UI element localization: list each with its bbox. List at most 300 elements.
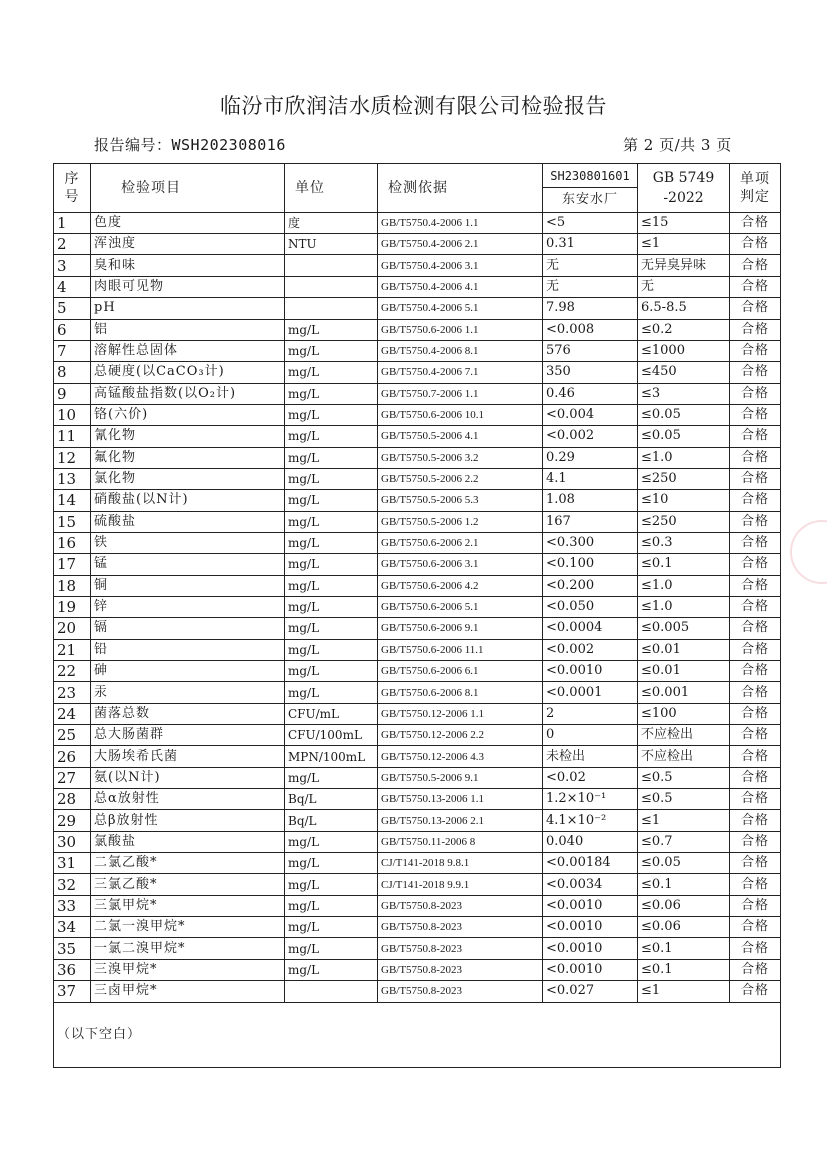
standard-limit: ≤1000	[638, 340, 730, 361]
standard-limit: 6.5-8.5	[638, 298, 730, 319]
test-item: 锰	[91, 554, 285, 575]
test-method: GB/T5750.6-2006 8.1	[378, 682, 543, 703]
test-method: GB/T5750.13-2006 1.1	[378, 789, 543, 810]
verdict: 合格	[730, 682, 781, 703]
seal-stamp-icon	[790, 520, 827, 584]
test-item: 三溴甲烷*	[91, 959, 285, 980]
report-number: 报告编号：WSH202308016	[94, 136, 286, 154]
test-item: 色度	[91, 212, 285, 233]
test-item: 锌	[91, 596, 285, 617]
result-value: <0.100	[543, 554, 638, 575]
table-row	[54, 938, 781, 959]
verdict: 合格	[730, 511, 781, 532]
standard-limit: ≤0.01	[638, 639, 730, 660]
standard-limit: ≤3	[638, 383, 730, 404]
unit: mg/L	[285, 490, 378, 511]
verdict: 合格	[730, 853, 781, 874]
standard-limit: ≤0.001	[638, 682, 730, 703]
table-row	[54, 725, 781, 746]
standard-limit: ≤1.0	[638, 596, 730, 617]
test-method: GB/T5750.6-2006 5.1	[378, 596, 543, 617]
standard-limit: ≤0.5	[638, 789, 730, 810]
result-value: 7.98	[543, 298, 638, 319]
unit: mg/L	[285, 767, 378, 788]
verdict: 合格	[730, 959, 781, 980]
table-row	[54, 490, 781, 511]
standard-limit: ≤250	[638, 511, 730, 532]
table-row	[54, 234, 781, 255]
result-value: <0.0004	[543, 618, 638, 639]
table-row	[54, 212, 781, 233]
unit: NTU	[285, 234, 378, 255]
test-method: GB/T5750.4-2006 3.1	[378, 255, 543, 276]
blank-row	[54, 1002, 781, 1068]
result-value: <0.002	[543, 639, 638, 660]
row-number: 30	[54, 831, 91, 852]
unit: CFU/100mL	[285, 725, 378, 746]
row-number: 2	[54, 234, 91, 255]
unit: CFU/mL	[285, 703, 378, 724]
row-number: 13	[54, 468, 91, 489]
row-number: 22	[54, 661, 91, 682]
test-method: CJ/T141-2018 9.9.1	[378, 874, 543, 895]
result-value: <0.050	[543, 596, 638, 617]
table-row	[54, 511, 781, 532]
standard-limit: ≤0.2	[638, 319, 730, 340]
header-method: 检测依据	[378, 164, 543, 213]
verdict: 合格	[730, 234, 781, 255]
table-row	[54, 426, 781, 447]
table-row	[54, 319, 781, 340]
table-row	[54, 575, 781, 596]
result-value: <0.0034	[543, 874, 638, 895]
test-item: 二氯一溴甲烷*	[91, 917, 285, 938]
verdict: 合格	[730, 618, 781, 639]
row-number: 36	[54, 959, 91, 980]
unit: mg/L	[285, 682, 378, 703]
table-row	[54, 895, 781, 916]
row-number: 37	[54, 981, 91, 1002]
row-number: 19	[54, 596, 91, 617]
result-value: 无	[543, 276, 638, 297]
table-row	[54, 276, 781, 297]
test-item: 总β放射性	[91, 810, 285, 831]
test-method: GB/T5750.8-2023	[378, 938, 543, 959]
verdict: 合格	[730, 767, 781, 788]
test-method: GB/T5750.4-2006 1.1	[378, 212, 543, 233]
test-item: 高锰酸盐指数(以O₂计)	[91, 383, 285, 404]
unit: mg/L	[285, 468, 378, 489]
table-row	[54, 639, 781, 660]
unit	[285, 276, 378, 297]
row-number: 15	[54, 511, 91, 532]
test-item: 氯酸盐	[91, 831, 285, 852]
unit: mg/L	[285, 661, 378, 682]
test-method: GB/T5750.8-2023	[378, 895, 543, 916]
test-method: GB/T5750.4-2006 5.1	[378, 298, 543, 319]
result-value: <0.0010	[543, 959, 638, 980]
test-method: GB/T5750.5-2006 9.1	[378, 767, 543, 788]
test-item: 三氯甲烷*	[91, 895, 285, 916]
verdict: 合格	[730, 639, 781, 660]
verdict: 合格	[730, 746, 781, 767]
unit: mg/L	[285, 874, 378, 895]
verdict: 合格	[730, 212, 781, 233]
test-item: 氟化物	[91, 447, 285, 468]
standard-limit: ≤0.06	[638, 917, 730, 938]
test-item: 总大肠菌群	[91, 725, 285, 746]
row-number: 10	[54, 404, 91, 425]
test-item: 铁	[91, 532, 285, 553]
result-value: <0.02	[543, 767, 638, 788]
result-value: 0.31	[543, 234, 638, 255]
report-title: 临汾市欣润洁水质检测有限公司检验报告	[220, 94, 607, 118]
test-method: GB/T5750.6-2006 2.1	[378, 532, 543, 553]
table-row	[54, 981, 781, 1002]
result-value: <0.027	[543, 981, 638, 1002]
test-method: GB/T5750.11-2006 8	[378, 831, 543, 852]
test-item: 氯化物	[91, 468, 285, 489]
standard-limit: ≤15	[638, 212, 730, 233]
standard-limit: ≤0.05	[638, 853, 730, 874]
unit: mg/L	[285, 596, 378, 617]
unit: MPN/100mL	[285, 746, 378, 767]
test-results-table	[53, 163, 781, 1068]
test-method: GB/T5750.8-2023	[378, 981, 543, 1002]
unit: mg/L	[285, 362, 378, 383]
unit: mg/L	[285, 404, 378, 425]
standard-limit: ≤0.5	[638, 767, 730, 788]
standard-limit: ≤0.01	[638, 661, 730, 682]
test-item: 铬(六价)	[91, 404, 285, 425]
test-method: GB/T5750.12-2006 2.2	[378, 725, 543, 746]
table-header-row	[54, 164, 781, 188]
table-row	[54, 383, 781, 404]
table-row	[54, 959, 781, 980]
verdict: 合格	[730, 362, 781, 383]
verdict: 合格	[730, 298, 781, 319]
test-method: GB/T5750.8-2023	[378, 959, 543, 980]
result-value: 0	[543, 725, 638, 746]
test-method: GB/T5750.5-2006 4.1	[378, 426, 543, 447]
unit: mg/L	[285, 426, 378, 447]
result-value: 0.29	[543, 447, 638, 468]
test-method: GB/T5750.6-2006 1.1	[378, 319, 543, 340]
result-value: <0.0010	[543, 917, 638, 938]
test-method: GB/T5750.4-2006 7.1	[378, 362, 543, 383]
standard-limit: ≤1	[638, 981, 730, 1002]
test-method: GB/T5750.4-2006 2.1	[378, 234, 543, 255]
row-number: 3	[54, 255, 91, 276]
blank-note: （以下空白）	[54, 1002, 781, 1068]
test-item: 铜	[91, 575, 285, 596]
result-value: 4.1	[543, 468, 638, 489]
table-row	[54, 874, 781, 895]
verdict: 合格	[730, 981, 781, 1002]
result-value: <0.00184	[543, 853, 638, 874]
result-value: <0.008	[543, 319, 638, 340]
standard-limit: ≤1.0	[638, 575, 730, 596]
row-number: 26	[54, 746, 91, 767]
verdict: 合格	[730, 383, 781, 404]
header-standard	[638, 164, 730, 213]
table-row	[54, 853, 781, 874]
test-item: 二氯乙酸*	[91, 853, 285, 874]
row-number: 12	[54, 447, 91, 468]
test-item: 菌落总数	[91, 703, 285, 724]
standard-limit: ≤250	[638, 468, 730, 489]
standard-limit: ≤1	[638, 234, 730, 255]
test-method: GB/T5750.4-2006 8.1	[378, 340, 543, 361]
verdict: 合格	[730, 255, 781, 276]
unit: mg/L	[285, 340, 378, 361]
header-sample-id: SH230801601	[543, 164, 638, 188]
table-row	[54, 703, 781, 724]
row-number: 17	[54, 554, 91, 575]
verdict: 合格	[730, 404, 781, 425]
verdict: 合格	[730, 725, 781, 746]
verdict: 合格	[730, 319, 781, 340]
row-number: 28	[54, 789, 91, 810]
result-value: <0.200	[543, 575, 638, 596]
table-row	[54, 596, 781, 617]
verdict: 合格	[730, 447, 781, 468]
row-number: 16	[54, 532, 91, 553]
test-item: 硫酸盐	[91, 511, 285, 532]
verdict: 合格	[730, 276, 781, 297]
test-method: GB/T5750.6-2006 10.1	[378, 404, 543, 425]
verdict: 合格	[730, 789, 781, 810]
header-sample-site: 东安水厂	[543, 188, 638, 212]
row-number: 8	[54, 362, 91, 383]
row-number: 23	[54, 682, 91, 703]
unit: mg/L	[285, 895, 378, 916]
standard-limit: ≤0.1	[638, 959, 730, 980]
standard-limit: ≤0.7	[638, 831, 730, 852]
test-item: 浑浊度	[91, 234, 285, 255]
verdict: 合格	[730, 532, 781, 553]
row-number: 31	[54, 853, 91, 874]
result-value: <0.0010	[543, 661, 638, 682]
result-value: 0.040	[543, 831, 638, 852]
test-item: 铅	[91, 639, 285, 660]
standard-limit: ≤10	[638, 490, 730, 511]
table-row	[54, 404, 781, 425]
test-method: GB/T5750.7-2006 1.1	[378, 383, 543, 404]
table-row	[54, 682, 781, 703]
test-item: 氨(以N计)	[91, 767, 285, 788]
unit: mg/L	[285, 511, 378, 532]
result-value: 1.08	[543, 490, 638, 511]
table-row	[54, 255, 781, 276]
standard-limit: ≤0.05	[638, 404, 730, 425]
unit	[285, 298, 378, 319]
unit: mg/L	[285, 532, 378, 553]
result-value: <0.0010	[543, 895, 638, 916]
result-value: 576	[543, 340, 638, 361]
verdict: 合格	[730, 596, 781, 617]
test-item: 臭和味	[91, 255, 285, 276]
test-method: GB/T5750.5-2006 1.2	[378, 511, 543, 532]
row-number: 33	[54, 895, 91, 916]
table-row	[54, 362, 781, 383]
test-item: 大肠埃希氏菌	[91, 746, 285, 767]
table-row	[54, 340, 781, 361]
row-number: 21	[54, 639, 91, 660]
unit: mg/L	[285, 959, 378, 980]
unit: mg/L	[285, 447, 378, 468]
row-number: 7	[54, 340, 91, 361]
row-number: 32	[54, 874, 91, 895]
header-standard-line2: -2022	[663, 189, 704, 206]
row-number: 34	[54, 917, 91, 938]
result-value: 1.2×10⁻¹	[543, 789, 638, 810]
table-row	[54, 298, 781, 319]
table-row	[54, 917, 781, 938]
test-method: GB/T5750.12-2006 4.3	[378, 746, 543, 767]
result-value: 4.1×10⁻²	[543, 810, 638, 831]
result-value: 无	[543, 255, 638, 276]
row-number: 14	[54, 490, 91, 511]
verdict: 合格	[730, 703, 781, 724]
unit: 度	[285, 212, 378, 233]
result-value: 未检出	[543, 746, 638, 767]
unit: mg/L	[285, 639, 378, 660]
standard-limit: ≤1	[638, 810, 730, 831]
verdict: 合格	[730, 468, 781, 489]
verdict: 合格	[730, 831, 781, 852]
table-row	[54, 767, 781, 788]
table-row	[54, 554, 781, 575]
row-number: 4	[54, 276, 91, 297]
standard-limit: ≤0.1	[638, 554, 730, 575]
verdict: 合格	[730, 810, 781, 831]
test-method: CJ/T141-2018 9.8.1	[378, 853, 543, 874]
result-value: <0.002	[543, 426, 638, 447]
test-item: pH	[91, 298, 285, 319]
table-row	[54, 789, 781, 810]
test-method: GB/T5750.12-2006 1.1	[378, 703, 543, 724]
standard-limit: 无	[638, 276, 730, 297]
verdict: 合格	[730, 874, 781, 895]
unit	[285, 255, 378, 276]
verdict: 合格	[730, 938, 781, 959]
verdict: 合格	[730, 895, 781, 916]
table-row	[54, 831, 781, 852]
test-item: 三氯乙酸*	[91, 874, 285, 895]
test-item: 三卤甲烷*	[91, 981, 285, 1002]
row-number: 5	[54, 298, 91, 319]
header-verdict: 单项判定	[730, 164, 781, 213]
result-value: <0.004	[543, 404, 638, 425]
verdict: 合格	[730, 575, 781, 596]
row-number: 35	[54, 938, 91, 959]
test-item: 砷	[91, 661, 285, 682]
test-method: GB/T5750.6-2006 3.1	[378, 554, 543, 575]
row-number: 9	[54, 383, 91, 404]
table-row	[54, 532, 781, 553]
row-number: 29	[54, 810, 91, 831]
header-item: 检验项目	[91, 164, 285, 213]
test-method: GB/T5750.6-2006 9.1	[378, 618, 543, 639]
table-row	[54, 746, 781, 767]
test-item: 氰化物	[91, 426, 285, 447]
result-value: 167	[543, 511, 638, 532]
test-item: 硝酸盐(以N计)	[91, 490, 285, 511]
header-standard-line1: GB 5749	[652, 169, 715, 186]
table-row	[54, 810, 781, 831]
result-value: <0.300	[543, 532, 638, 553]
verdict: 合格	[730, 917, 781, 938]
unit: mg/L	[285, 319, 378, 340]
result-value: <5	[543, 212, 638, 233]
verdict: 合格	[730, 554, 781, 575]
test-method: GB/T5750.6-2006 11.1	[378, 639, 543, 660]
standard-limit: ≤0.1	[638, 874, 730, 895]
test-method: GB/T5750.8-2023	[378, 917, 543, 938]
standard-limit: 不应检出	[638, 725, 730, 746]
row-number: 24	[54, 703, 91, 724]
standard-limit: ≤450	[638, 362, 730, 383]
table-row	[54, 661, 781, 682]
row-number: 1	[54, 212, 91, 233]
test-method: GB/T5750.5-2006 2.2	[378, 468, 543, 489]
test-item: 肉眼可见物	[91, 276, 285, 297]
unit	[285, 981, 378, 1002]
header-unit: 单位	[285, 164, 378, 213]
unit: mg/L	[285, 853, 378, 874]
standard-limit: ≤0.005	[638, 618, 730, 639]
unit: mg/L	[285, 554, 378, 575]
standard-limit: ≤0.05	[638, 426, 730, 447]
test-method: GB/T5750.6-2006 6.1	[378, 661, 543, 682]
test-item: 溶解性总固体	[91, 340, 285, 361]
result-value: 0.46	[543, 383, 638, 404]
verdict: 合格	[730, 661, 781, 682]
standard-limit: ≤0.3	[638, 532, 730, 553]
row-number: 25	[54, 725, 91, 746]
row-number: 27	[54, 767, 91, 788]
test-method: GB/T5750.6-2006 4.2	[378, 575, 543, 596]
test-method: GB/T5750.5-2006 5.3	[378, 490, 543, 511]
row-number: 6	[54, 319, 91, 340]
table-row	[54, 447, 781, 468]
standard-limit: ≤0.1	[638, 938, 730, 959]
result-value: 350	[543, 362, 638, 383]
unit: Bq/L	[285, 789, 378, 810]
unit: mg/L	[285, 831, 378, 852]
table-row	[54, 618, 781, 639]
standard-limit: ≤0.06	[638, 895, 730, 916]
table-row	[54, 468, 781, 489]
page-indicator: 第 2 页/共 3 页	[623, 136, 732, 154]
test-method: GB/T5750.5-2006 3.2	[378, 447, 543, 468]
row-number: 20	[54, 618, 91, 639]
test-item: 总α放射性	[91, 789, 285, 810]
test-method: GB/T5750.4-2006 4.1	[378, 276, 543, 297]
result-value: <0.0001	[543, 682, 638, 703]
unit: Bq/L	[285, 810, 378, 831]
standard-limit: ≤100	[638, 703, 730, 724]
row-number: 18	[54, 575, 91, 596]
unit: mg/L	[285, 618, 378, 639]
result-value: 2	[543, 703, 638, 724]
unit: mg/L	[285, 917, 378, 938]
standard-limit: 无异臭异味	[638, 255, 730, 276]
test-item: 一氯二溴甲烷*	[91, 938, 285, 959]
verdict: 合格	[730, 340, 781, 361]
test-item: 汞	[91, 682, 285, 703]
